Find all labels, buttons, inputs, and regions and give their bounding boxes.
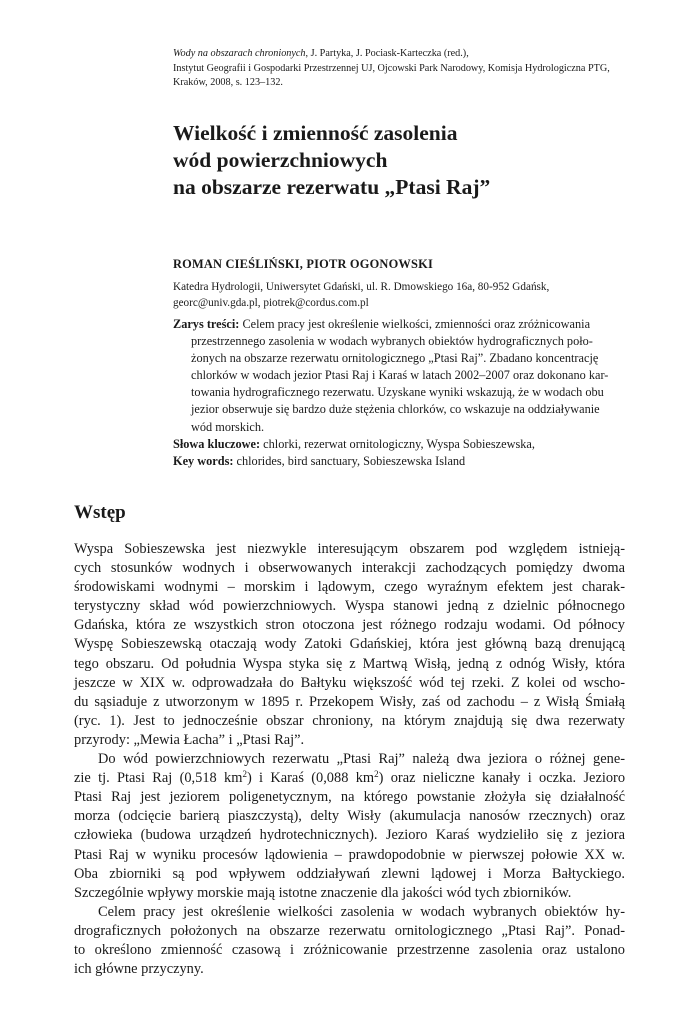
paragraph-line: tego obszaru. Od południa Wyspa styka się z Martwą Wisłą, jedną z odnóg Wisły, która: [74, 655, 625, 672]
paragraph-line: Ptasi Raj w wyniku procesów lądowienia – prawdopodobnie w pierwszej połowie XX w.: [74, 846, 625, 863]
paragraph-line: cych stosunków wodnych i obserwowanych interakcji zachodzących pomiędzy dwoma: [74, 560, 625, 577]
paragraph-line-with-superscripts: zie tj. Ptasi Raj (0,518 $km^2$) i Karaś (0,088 $km^2$) oraz nieliczne kanały i oczka. Jezioro: [74, 769, 626, 787]
paragraph-line: Gdańska, która ze wszystkich stron otoczona jest różnego rodzaju wodami. Od północy: [74, 617, 625, 634]
paragraph-line: Celem pracy jest określenie wielkości zasolenia w wodach wybranych obiektów hy-: [98, 903, 625, 920]
citation-editors: , J. Partyka, J. Pociask-Karteczka (red.),: [305, 48, 469, 59]
title-line-3: na obszarze rezerwatu „Ptasi Raj”: [173, 175, 491, 199]
title-line-1: Wielkość i zmienność zasolenia: [173, 121, 458, 145]
paragraph-line: jeszcze w XIX w. odprowadzała do Bałtyku większość wód tej rzeki. Z kolei od wscho-: [74, 674, 625, 691]
keywords-en: Key words: chlorides, bird sanctuary, Sobieszewska Island: [173, 454, 466, 469]
abstract-line: jezior obserwuje się bardzo duże stężenia chlorków, co wskazuje na oddziaływanie: [191, 402, 600, 417]
title-line-2: wód powierzchniowych: [173, 148, 388, 172]
paragraph-line: Ptasi Raj jest jeziorem poligenetycznym, na którego powstanie złożyła się działalność: [74, 789, 625, 806]
affiliation-emails: georc@univ.gda.pl, piotrek@cordus.com.pl: [173, 297, 369, 309]
paragraph-line: Do wód powierzchniowych rezerwatu „Ptasi Raj” należą dwa jeziora o różnej gene-: [98, 751, 625, 768]
paragraph-line: du sąsiaduje z utworzonym w 1895 r. Przekopem Wisły, zaś od zachodu – z Wisłą Śmiałą: [74, 693, 625, 710]
abstract-line: przestrzennego zasolenia w wodach wybranych obiektów hydrograficznych poło-: [191, 334, 593, 349]
paragraph-line: morza (odcięcie barierą piaszczystą), delty Wisły (akumulacja nanosów rzecznych) oraz: [74, 808, 625, 825]
abstract-first-line: Zarys treści: Celem pracy jest określenie wielkości, zmienności oraz zróżnicowania: [173, 317, 591, 331]
abstract-line: wód morskich.: [191, 419, 265, 434]
paragraph-line: Szczególnie wpływy morskie mają istotne znaczenie dla jakości wód tych zbiorników.: [74, 884, 572, 901]
paragraph-line: drograficznych położonych na obszarze rezerwatu ornitologicznego „Ptasi Raj”. Ponad-: [74, 922, 625, 939]
paragraph-line: (ryc. 1). Jest to jednocześnie obszar chroniony, na którym znajdują się dwa rezerwaty: [74, 712, 625, 729]
paragraph-line: człowieka (budowa urządzeń hydrotechnicznych). Jezioro Karaś wydzieliło się z jeziora: [74, 827, 625, 844]
keywords-pl-label: Słowa kluczowe:: [173, 437, 261, 451]
keywords: [173, 436, 624, 470]
paragraph-line: Wyspa Sobieszewska jest niezwykle interesującym obszarem pod względem istnieją-: [74, 541, 625, 557]
abstract: [173, 316, 624, 436]
abstract-label: Zarys treści:: [173, 317, 240, 331]
keywords-pl: Słowa kluczowe: chlorki, rezerwat ornitologiczny, Wyspa Sobieszewska,: [173, 437, 535, 451]
paragraph-line: terystyczny skład wód powierzchniowych. Wyspa stanowi jedną z dzielnic północnego: [74, 598, 625, 615]
paragraph-line: to określono zmienność czasową i zróżnicowanie przestrzenne zasolenia oraz ustalono: [74, 941, 625, 958]
citation-place-pages: Kraków, 2008, s. 123–132.: [173, 77, 283, 88]
abstract-line: chlorków w wodach jezior Ptasi Raj i Karaś w latach 2002–2007 oraz dokonano kar-: [191, 368, 609, 383]
abstract-line: towania hydrograficznego rezerwatu. Uzyskane wyniki wskazują, że w wodach obu: [191, 385, 604, 400]
authors: ROMAN CIEŚLIŃSKI, PIOTR OGONOWSKI: [173, 257, 433, 271]
paragraph-line: środowiskami wodnymi – morskim i lądowym, czego wyraźnym efektem jest charak-: [74, 579, 625, 596]
keywords-en-label: Key words:: [173, 454, 234, 469]
paragraph-line: Oba zbiorniki są pod wpływem oddziaływań zlewni lądowej i Morza Bałtyckiego.: [74, 865, 625, 882]
affiliation-address: Katedra Hydrologii, Uniwersytet Gdański, ul. R. Dmowskiego 16a, 80-952 Gdańsk,: [173, 281, 550, 293]
journal-title: Wody na obszarach chronionych: [173, 48, 306, 59]
abstract-line: żonych na obszarze rezerwatu ornitologicznego „Ptasi Raj”. Zbadano koncentrację: [191, 351, 599, 366]
paper-title: [173, 120, 643, 201]
citation-publisher: Instytut Geografii i Gospodarki Przestrzennej UJ, Ojcowski Park Narodowy, Komisja Hydrologiczna PTG,: [173, 62, 610, 74]
section-heading: Wstęp: [74, 502, 126, 523]
paragraph-line: ich główne przyczyny.: [74, 961, 204, 978]
body-text: [74, 540, 625, 979]
paragraph-line: Wyspę Sobieszewską otaczają wody Zatoki Gdańskiej, która jest główną bazą drenującą: [74, 636, 625, 653]
paragraph-line: przyrody: „Mewia Łacha” i „Ptasi Raj”.: [74, 731, 305, 748]
citation-header: [173, 47, 643, 91]
affiliation: [173, 279, 623, 311]
